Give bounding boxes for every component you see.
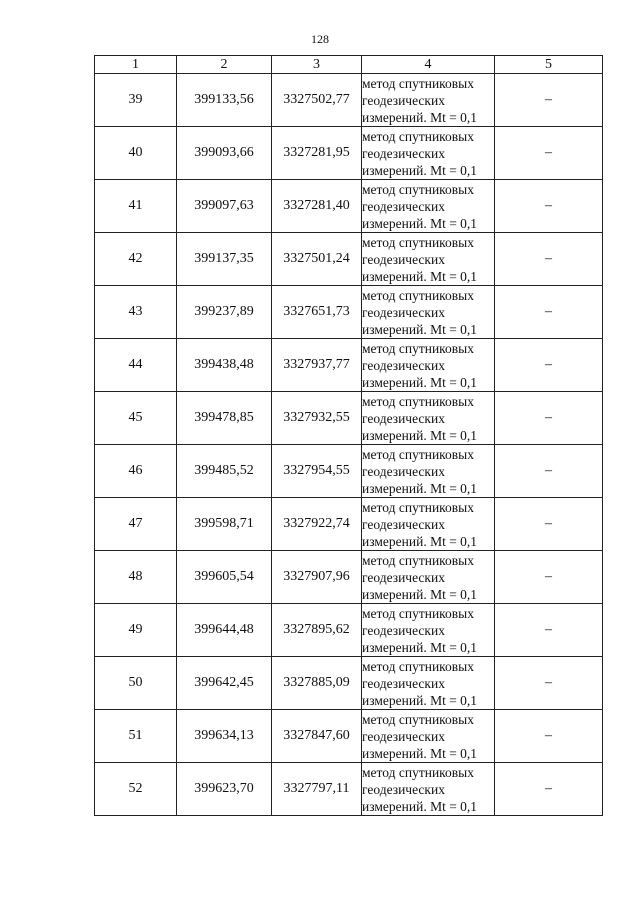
table-row xyxy=(95,286,603,339)
method-cell xyxy=(362,445,495,498)
method-cell xyxy=(362,657,495,710)
table-row xyxy=(95,127,603,180)
x-coordinate-cell: 399133,56 xyxy=(177,74,272,127)
method-cell xyxy=(362,498,495,551)
note-cell: – xyxy=(495,551,603,604)
column-header-1: 1 xyxy=(95,56,177,74)
table-row xyxy=(95,604,603,657)
point-number-cell: 42 xyxy=(95,233,177,286)
note-cell: – xyxy=(495,74,603,127)
x-coordinate-cell: 399605,54 xyxy=(177,551,272,604)
x-coordinate-cell: 399634,13 xyxy=(177,710,272,763)
point-number-cell: 52 xyxy=(95,763,177,816)
method-text-line: метод спутниковых xyxy=(362,446,474,462)
note-cell: – xyxy=(495,498,603,551)
table-row xyxy=(95,551,603,604)
method-text-line: геодезических xyxy=(362,198,445,214)
table-row xyxy=(95,233,603,286)
method-text-line: метод спутниковых xyxy=(362,340,474,356)
y-coordinate-cell: 3327954,55 xyxy=(272,445,362,498)
y-coordinate-cell: 3327501,24 xyxy=(272,233,362,286)
point-number-cell: 44 xyxy=(95,339,177,392)
method-text-line: геодезических xyxy=(362,251,445,267)
method-text-line: метод спутниковых xyxy=(362,128,474,144)
method-text-line: метод спутниковых xyxy=(362,605,474,621)
method-text-line: измерений. Mt = 0,1 xyxy=(362,268,478,284)
method-text-line: геодезических xyxy=(362,675,445,691)
x-coordinate-cell: 399485,52 xyxy=(177,445,272,498)
table-row xyxy=(95,339,603,392)
note-cell: – xyxy=(495,127,603,180)
point-number-cell: 46 xyxy=(95,445,177,498)
y-coordinate-cell: 3327502,77 xyxy=(272,74,362,127)
method-text-line: метод спутниковых xyxy=(362,393,474,409)
method-cell xyxy=(362,763,495,816)
method-cell xyxy=(362,551,495,604)
y-coordinate-cell: 3327932,55 xyxy=(272,392,362,445)
method-text-line: геодезических xyxy=(362,145,445,161)
method-text-line: геодезических xyxy=(362,463,445,479)
x-coordinate-cell: 399623,70 xyxy=(177,763,272,816)
table-row xyxy=(95,445,603,498)
method-cell xyxy=(362,286,495,339)
table-header-row xyxy=(95,56,603,74)
method-text-line: геодезических xyxy=(362,410,445,426)
y-coordinate-cell: 3327281,95 xyxy=(272,127,362,180)
method-text-line: геодезических xyxy=(362,622,445,638)
method-text-line: метод спутниковых xyxy=(362,764,474,780)
y-coordinate-cell: 3327885,09 xyxy=(272,657,362,710)
method-text-line: геодезических xyxy=(362,357,445,373)
point-number-cell: 50 xyxy=(95,657,177,710)
note-cell: – xyxy=(495,604,603,657)
note-cell: – xyxy=(495,445,603,498)
method-text-line: измерений. Mt = 0,1 xyxy=(362,109,478,125)
y-coordinate-cell: 3327847,60 xyxy=(272,710,362,763)
method-text-line: метод спутниковых xyxy=(362,552,474,568)
method-text-line: метод спутниковых xyxy=(362,658,474,674)
method-text-line: метод спутниковых xyxy=(362,287,474,303)
method-text-line: геодезических xyxy=(362,304,445,320)
method-text-line: измерений. Mt = 0,1 xyxy=(362,374,478,390)
point-number-cell: 51 xyxy=(95,710,177,763)
x-coordinate-cell: 399438,48 xyxy=(177,339,272,392)
method-text-line: измерений. Mt = 0,1 xyxy=(362,533,478,549)
point-number-cell: 40 xyxy=(95,127,177,180)
method-cell xyxy=(362,180,495,233)
point-number-cell: 45 xyxy=(95,392,177,445)
table-row xyxy=(95,180,603,233)
method-text-line: измерений. Mt = 0,1 xyxy=(362,162,478,178)
method-text-line: геодезических xyxy=(362,728,445,744)
table-body xyxy=(95,74,603,816)
note-cell: – xyxy=(495,710,603,763)
method-text-line: измерений. Mt = 0,1 xyxy=(362,639,478,655)
y-coordinate-cell: 3327651,73 xyxy=(272,286,362,339)
y-coordinate-cell: 3327895,62 xyxy=(272,604,362,657)
x-coordinate-cell: 399137,35 xyxy=(177,233,272,286)
method-text-line: измерений. Mt = 0,1 xyxy=(362,215,478,231)
table-row xyxy=(95,498,603,551)
column-header-2: 2 xyxy=(177,56,272,74)
method-text-line: измерений. Mt = 0,1 xyxy=(362,745,478,761)
note-cell: – xyxy=(495,286,603,339)
method-cell xyxy=(362,710,495,763)
column-header-5: 5 xyxy=(495,56,603,74)
note-cell: – xyxy=(495,233,603,286)
column-header-3: 3 xyxy=(272,56,362,74)
method-text-line: измерений. Mt = 0,1 xyxy=(362,321,478,337)
coordinates-table xyxy=(94,55,603,816)
method-cell xyxy=(362,339,495,392)
method-text-line: метод спутниковых xyxy=(362,234,474,250)
method-cell xyxy=(362,604,495,657)
x-coordinate-cell: 399097,63 xyxy=(177,180,272,233)
x-coordinate-cell: 399598,71 xyxy=(177,498,272,551)
x-coordinate-cell: 399478,85 xyxy=(177,392,272,445)
point-number-cell: 47 xyxy=(95,498,177,551)
method-cell xyxy=(362,127,495,180)
method-text-line: метод спутниковых xyxy=(362,75,474,91)
method-cell xyxy=(362,233,495,286)
y-coordinate-cell: 3327907,96 xyxy=(272,551,362,604)
method-text-line: измерений. Mt = 0,1 xyxy=(362,480,478,496)
y-coordinate-cell: 3327937,77 xyxy=(272,339,362,392)
table-row xyxy=(95,392,603,445)
point-number-cell: 41 xyxy=(95,180,177,233)
note-cell: – xyxy=(495,657,603,710)
column-header-4: 4 xyxy=(362,56,495,74)
point-number-cell: 39 xyxy=(95,74,177,127)
point-number-cell: 48 xyxy=(95,551,177,604)
table-row xyxy=(95,657,603,710)
y-coordinate-cell: 3327922,74 xyxy=(272,498,362,551)
method-cell xyxy=(362,74,495,127)
method-cell xyxy=(362,392,495,445)
point-number-cell: 49 xyxy=(95,604,177,657)
x-coordinate-cell: 399093,66 xyxy=(177,127,272,180)
note-cell: – xyxy=(495,763,603,816)
x-coordinate-cell: 399644,48 xyxy=(177,604,272,657)
y-coordinate-cell: 3327281,40 xyxy=(272,180,362,233)
method-text-line: геодезических xyxy=(362,569,445,585)
point-number-cell: 43 xyxy=(95,286,177,339)
method-text-line: метод спутниковых xyxy=(362,711,474,727)
method-text-line: метод спутниковых xyxy=(362,181,474,197)
note-cell: – xyxy=(495,180,603,233)
method-text-line: геодезических xyxy=(362,516,445,532)
note-cell: – xyxy=(495,339,603,392)
x-coordinate-cell: 399237,89 xyxy=(177,286,272,339)
table-row xyxy=(95,763,603,816)
x-coordinate-cell: 399642,45 xyxy=(177,657,272,710)
note-cell: – xyxy=(495,392,603,445)
method-text-line: измерений. Mt = 0,1 xyxy=(362,586,478,602)
method-text-line: измерений. Mt = 0,1 xyxy=(362,798,478,814)
y-coordinate-cell: 3327797,11 xyxy=(272,763,362,816)
table-row xyxy=(95,710,603,763)
page-number: 128 xyxy=(311,32,329,46)
method-text-line: геодезических xyxy=(362,92,445,108)
method-text-line: геодезических xyxy=(362,781,445,797)
method-text-line: измерений. Mt = 0,1 xyxy=(362,427,478,443)
table-row xyxy=(95,74,603,127)
method-text-line: метод спутниковых xyxy=(362,499,474,515)
method-text-line: измерений. Mt = 0,1 xyxy=(362,692,478,708)
